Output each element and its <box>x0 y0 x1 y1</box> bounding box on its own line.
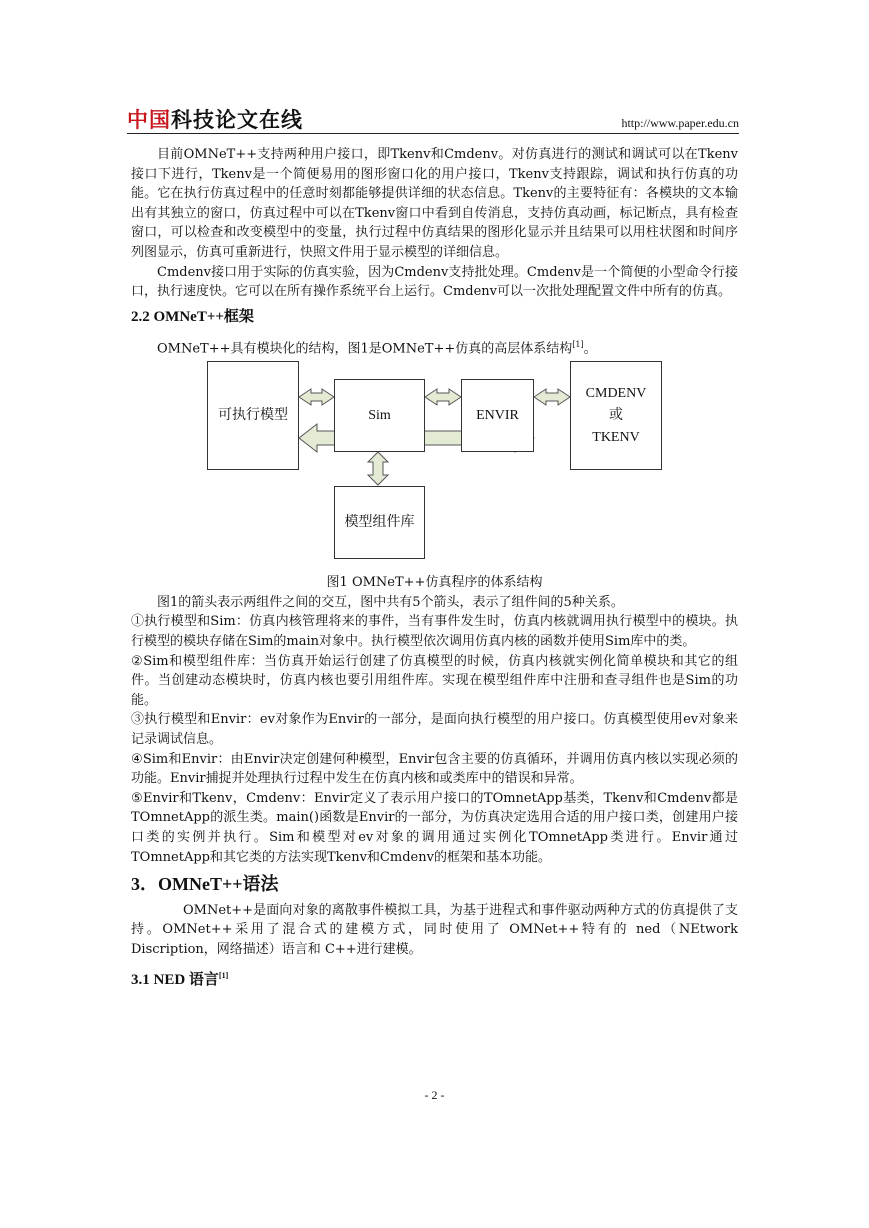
paragraph-tkenv: 目前OMNeT++支持两种用户接口，即Tkenv和Cmdenv。对仿真进行的测试和调试可以在Tkenv接口下进行，Tkenv是一个简便易用的图形窗口化的用户接口，Tkenv支持跟踪，调试和执行仿真的功能。它在执行仿真过程中的任意时刻都能够提供详细的状态信息。Tkenv的主要特征有：各模块的文本输出有其独立的窗口，仿真过程中可以在Tkenv窗口中看到自传消息，支持仿真动画，标记断点，具有检查窗口，可以检查和改变模型中的变量，执行过程中仿真结果的图形化显示并且结果可以用柱状图和时间序列图显示，仿真可重新进行，快照文件用于显示模型的详细信息。 <box>131 147 738 260</box>
list-item: ②Sim和模型组件库：当仿真开始运行创建了仿真模型的时候，仿真内核就实例化简单模块和其它的组件。当创建动态模块时，仿真内核也要引用组件库。实现在模型组件库中注册和查寻组件也是Sim的功能。 <box>131 653 738 708</box>
arrow-exec-sim <box>299 389 334 405</box>
section-heading-3-1: 3.1 NED 语言[1] <box>131 970 229 988</box>
page-number: - 2 - <box>424 1088 445 1102</box>
header-rule <box>127 133 739 134</box>
header-url[interactable]: http://www.paper.edu.cn <box>621 116 739 130</box>
page-content <box>131 145 738 998</box>
box-sim: Sim <box>334 379 425 452</box>
list-item: ③执行模型和Envir：ev对象作为Envir的一部分，是面向执行模型的用户接口。仿真模型使用ev对象来记录调试信息。 <box>131 712 738 748</box>
list-item: ①执行模型和Sim：仿真内核管理将来的事件，当有事件发生时，仿真内核就调用执行模型中的模块。执行模型的模块存储在Sim的main对象中。执行模型依次调用仿真内核的函数并使用Sim库中的类。 <box>131 614 738 650</box>
journal-logo: 中国科技论文在线 <box>127 108 303 132</box>
figure-caption: 图1 OMNeT++仿真程序的体系结构 <box>326 575 543 591</box>
box-envir: ENVIR <box>461 379 534 452</box>
section-heading-2-2: 2.2 OMNeT++框架 <box>131 308 254 325</box>
box-cmdenv-tkenv: CMDENV 或 TKENV <box>570 361 662 470</box>
arrow-sim-library <box>368 452 388 485</box>
paragraph-omnet: OMNet++是面向对象的离散事件模拟工具，为基于进程式和事件驱动两种方式的仿真提供了支持。OMNet++采用了混合式的建模方式，同时使用了 OMNet++特有的 ned（NEtwork Discription，网络描述）语言和 C++进行建模。 <box>131 902 738 957</box>
paragraph-cmdenv: Cmdenv接口用于实际的仿真实验，因为Cmdenv支持批处理。Cmdenv是一个简便的小型命令行接口，执行速度快。它可以在所有操作系统平台上运行。Cmdenv可以一次批处理配置文件中所有的仿真。 <box>131 264 738 300</box>
list-item: ④Sim和Envir：由Envir决定创建何种模型，Envir包含主要的仿真循环，并调用仿真内核以实现必须的功能。Envir捕捉并处理执行过程中发生在仿真内核和或类库中的错误和异常。 <box>131 751 738 787</box>
figure-intro: OMNeT++具有模块化的结构，图1是OMNeT++仿真的高层体系结构[1]。 <box>157 340 597 357</box>
architecture-figure <box>131 361 738 571</box>
page-header <box>127 104 739 132</box>
box-model-library: 模型组件库 <box>334 486 425 559</box>
list-item: ⑤Envir和Tkenv，Cmdenv：Envir定义了表示用户接口的TOmnetApp基类，Tkenv和Cmdenv都是TOmnetApp的派生类。main()函数是Envir的一部分，为仿真决定选用合适的用户接口类，创建用户接口类的实例并执行。Sim和模型对ev对象的调用通过实例化TOmnetApp类进行。Envir通过TOmnetApp和其它类的方法实现Tkenv和Cmdenv的框架和基本功能。 <box>131 790 738 865</box>
relation-list <box>131 612 738 867</box>
section-heading-3: 3．OMNeT++语法 <box>131 874 279 895</box>
citation-ref: [1] <box>572 340 584 350</box>
arrow-envir-cmdenv <box>534 389 570 405</box>
paragraph-arrows: 图1的箭头表示两组件之间的交互，图中共有5个箭头，表示了组件间的5种关系。 <box>157 594 624 610</box>
arrow-sim-envir <box>425 389 461 405</box>
box-executable-model: 可执行模型 <box>207 361 299 470</box>
citation-ref: [1] <box>218 970 229 980</box>
